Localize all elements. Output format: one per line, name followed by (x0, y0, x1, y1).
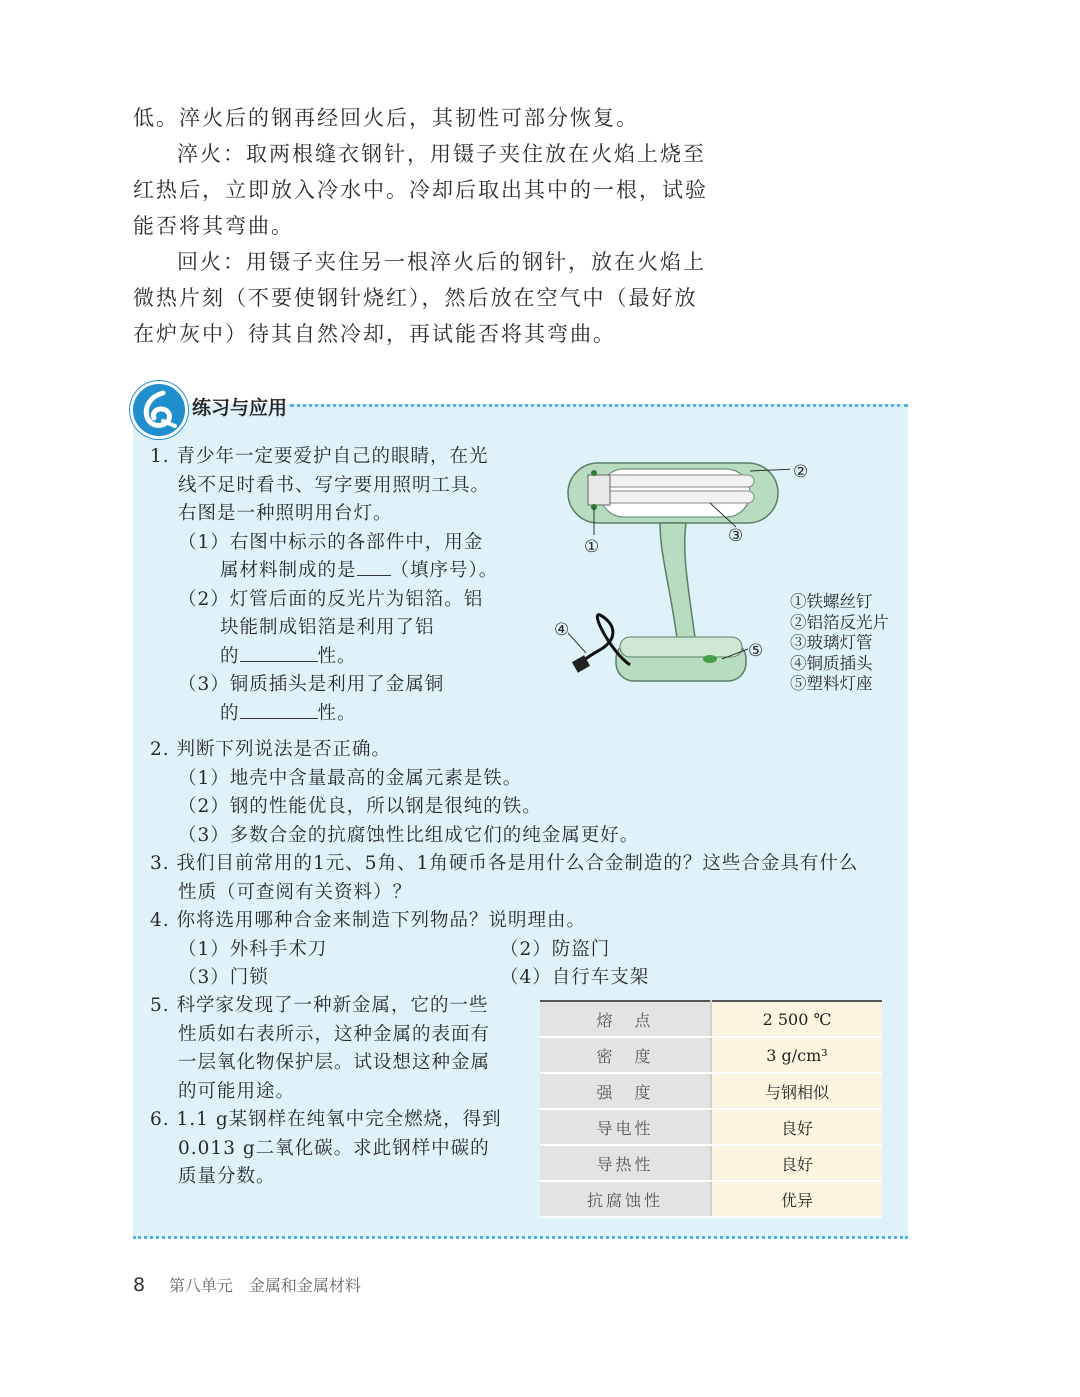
figure-label-5: ⑤ (748, 641, 765, 661)
figure-label-1: ① (584, 537, 601, 557)
exercise-title: 练习与应用 (192, 397, 288, 419)
property-value: 优异 (711, 1181, 882, 1217)
q5-line: 的可能用途。 (178, 1080, 296, 1102)
table-row (540, 1037, 882, 1073)
q2-sub: （2）钢的性能优良，所以钢是很纯的铁。 (178, 796, 542, 817)
q4-option: （3）门锁 (178, 967, 269, 988)
table-row (540, 1181, 882, 1217)
q1-line: 1. 青少年一定要爱护自己的眼睛，在光 (150, 446, 489, 467)
q1-sub3-cont (150, 700, 510, 729)
question-1 (150, 443, 510, 728)
q4-option: （1）外科手术刀 (178, 938, 328, 960)
legend-item: ②铝箔反光片 (790, 612, 889, 632)
q1-sub1: （1）右图中标示的各部件中，用金 (178, 531, 484, 553)
answer-blank[interactable] (240, 643, 318, 662)
property-name: 熔 点 (540, 1001, 711, 1037)
property-value: 良好 (711, 1145, 882, 1181)
q1-sub1-text: （填序号）。 (390, 560, 499, 581)
q1-sub2-cont (150, 643, 510, 672)
q4-option: （2）防盗门 (500, 938, 611, 960)
q1-sub2-text: 的 (220, 645, 240, 667)
q4-option: （4）自行车支架 (500, 967, 650, 988)
table-row (540, 1001, 882, 1037)
q1-sub2: （2）灯管后面的反光片为铝箔。铝 (178, 588, 484, 610)
q1-line: 线不足时看书、写字要用照明工具。 (178, 474, 491, 496)
intro-line: 低。淬火后的钢再经回火后，其韧性可部分恢复。 (133, 106, 639, 130)
legend-item: ③玻璃灯管 (790, 633, 873, 652)
property-name: 导电性 (540, 1109, 711, 1145)
figure-label-3: ③ (728, 526, 745, 546)
property-name: 强 度 (540, 1073, 711, 1109)
q5-line: 一层氧化物保护层。试设想这种金属 (178, 1052, 491, 1073)
intro-text (133, 100, 713, 352)
property-name: 导热性 (540, 1145, 711, 1181)
q3-line: 性质（可查阅有关资料）？ (178, 881, 413, 903)
q6-line: 0.013 g二氧化碳。求此钢样中碳的 (178, 1137, 490, 1159)
question-6 (150, 1106, 520, 1192)
metal-properties-table (540, 1000, 882, 1218)
q2-sub: （1）地壳中含量最高的金属元素是铁。 (178, 767, 523, 789)
temper-paragraph: 回火：用镊子夹住另一根淬火后的钢针，放在火焰上微热片刻（不要使钢针烧红），然后放在空气中（最好放在炉灰中）待其自然冷却，再试能否将其弯曲。 (133, 250, 706, 346)
q1-sub1-text: 属材料制成的是 (220, 560, 357, 581)
figure-label-4: ④ (554, 620, 571, 640)
table-row (540, 1073, 882, 1109)
q1-line: 右图是一种照明用台灯。 (178, 503, 393, 524)
legend-item: ④铜质插头 (790, 653, 873, 673)
q1-sub2-cont: 块能制成铝箔是利用了铝 (220, 617, 435, 638)
q6-line: 6. 1.1 g某钢样在纯氧中完全燃烧，得到 (150, 1109, 502, 1130)
q2-stem: 2. 判断下列说法是否正确。 (150, 739, 392, 760)
q4-row (150, 936, 890, 965)
property-name: 密 度 (540, 1037, 711, 1073)
quench-paragraph: 淬火：取两根缝衣钢针，用镊子夹住放在火焰上烧至红热后，立即放入冷水中。冷却后取出其中的一根，试验能否将其弯曲。 (133, 142, 708, 238)
q1-sub3-text: 的 (220, 702, 240, 724)
property-value: 3 g/cm³ (711, 1037, 882, 1073)
question-2 (150, 736, 890, 850)
q5-line: 5. 科学家发现了一种新金属，它的一些 (150, 995, 489, 1016)
dotted-divider-top (290, 404, 908, 407)
legend-item: ①铁螺丝钉 (790, 592, 873, 611)
unit-title: 第八单元 金属和金属材料 (168, 1276, 361, 1295)
q5-line: 性质如右表所示，这种金属的表面有 (178, 1023, 491, 1045)
q4-row (150, 964, 890, 993)
answer-blank[interactable] (357, 557, 391, 576)
table-row (540, 1109, 882, 1145)
page-number: 8 (133, 1274, 146, 1296)
q4-stem: 4. 你将选用哪种合金来制造下列物品？说明理由。 (150, 910, 587, 931)
answer-blank[interactable] (240, 700, 318, 719)
q2-sub: （3）多数合金的抗腐蚀性比组成它们的纯金属更好。 (178, 824, 640, 846)
property-value: 2 500 ℃ (711, 1001, 882, 1037)
q6-line: 质量分数。 (178, 1166, 276, 1187)
page-footer (133, 1273, 361, 1296)
q1-sub3: （3）铜质插头是利用了金属铜 (178, 674, 445, 695)
dotted-divider-bottom (133, 1236, 908, 1239)
property-value: 与钢相似 (711, 1073, 882, 1109)
q3-line: 3. 我们目前常用的1元、5角、1角硬币各是用什么合金制造的？这些合金具有什么 (150, 853, 859, 874)
q1-sub1-cont (150, 557, 510, 586)
property-value: 良好 (711, 1109, 882, 1145)
question-5 (150, 992, 520, 1106)
q1-sub3-text: 性。 (317, 702, 357, 724)
table-row (540, 1145, 882, 1181)
exercise-badge-icon (130, 381, 188, 439)
q1-sub2-text: 性。 (317, 645, 357, 667)
question-4 (150, 907, 890, 993)
figure-legend (790, 592, 889, 695)
question-3 (150, 850, 895, 907)
property-name: 抗腐蚀性 (540, 1181, 711, 1217)
legend-item: ⑤塑料灯座 (790, 674, 873, 693)
figure-label-2: ② (793, 462, 810, 482)
